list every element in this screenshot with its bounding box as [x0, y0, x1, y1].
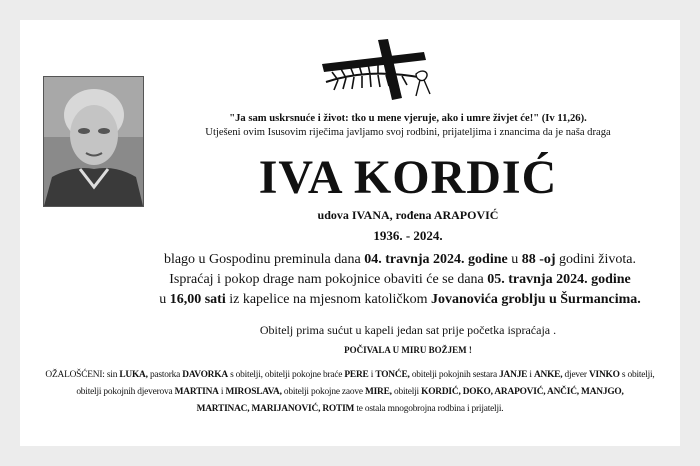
mourners-line-1: [30, 367, 670, 384]
mourners-text: i: [529, 370, 532, 380]
portrait-image: [44, 77, 143, 206]
mourners-text: i: [220, 387, 224, 397]
funeral-text-3: iz kapelice na mjesnom katoličkom: [229, 292, 428, 307]
mourner-name: MIROSLAVA,: [225, 387, 282, 397]
mourner-name: TONĆE,: [375, 370, 410, 380]
notice-body: [120, 250, 680, 310]
death-date: 04. travnja 2024. godine: [364, 252, 508, 267]
mourners-text: obitelji pokojnih sestara: [411, 370, 497, 380]
husband-name: IVANA,: [351, 208, 393, 222]
mourners-line-2: [30, 384, 670, 401]
mourners-text: obitelji pokojne zaove: [283, 387, 363, 397]
death-line: [120, 250, 680, 270]
mourners-text: i: [370, 370, 374, 380]
mourners-text: obitelji: [393, 387, 419, 397]
mourner-name: MARTINA: [174, 387, 219, 397]
quote-line-1: "Ja sam uskrsnuće i život: tko u mene vjeruje, ako i umre živjet će!" (Iv 11,26).: [229, 113, 587, 124]
mourners-text: pastorka: [149, 370, 181, 380]
mourner-name: ANKE,: [533, 370, 563, 380]
mourners-label: OŽALOŠĆENI:: [45, 370, 105, 380]
funeral-line-1: [120, 270, 680, 290]
funeral-place: Jovanovića groblju u Šurmancima.: [431, 292, 641, 307]
funeral-text-1: Ispraćaj i pokop drage nam pokojnice obaviti će se dana: [169, 272, 484, 287]
maiden-name: ARAPOVIĆ: [433, 208, 499, 222]
mourners-text: te ostala mnogobrojna rodbina i prijatelji.: [356, 404, 504, 414]
death-text-1: blago u Gospodinu preminula dana: [163, 252, 361, 267]
cross-with-palm-icon: [320, 38, 440, 104]
family-note: Obitelj prima sućut u kapeli jedan sat prije početka ispraćaja .: [259, 323, 557, 337]
bible-quote: [148, 112, 668, 140]
obituary-card: [20, 20, 680, 446]
funeral-time: 16,00 sati: [169, 292, 226, 307]
mourners-text: sin: [106, 370, 118, 380]
mourners-text: s obitelji, obitelji pokojne braće: [230, 370, 343, 380]
death-age: 88 -oj: [521, 252, 556, 267]
widow-line: [148, 208, 668, 223]
mourners-text: obitelji pokojnih djeverova: [76, 387, 173, 397]
funeral-line-2: [120, 290, 680, 310]
mourner-name: PERE: [344, 370, 369, 380]
portrait-photo: [43, 76, 144, 207]
quote-line-2: Utješeni ovim Isusovim riječima javljamo svoj rodbini, prijateljima i znancima da je naša draga: [205, 127, 611, 138]
mourner-name: MIRE,: [364, 387, 392, 397]
funeral-text-2: u: [159, 292, 167, 307]
rest-in-peace: POČIVALA U MIRU BOŽJEM !: [344, 345, 472, 355]
mourners-text: s obitelji,: [621, 370, 655, 380]
mourner-name: DAVORKA: [182, 370, 228, 380]
mourner-name: LUKA,: [119, 370, 148, 380]
death-text-2: u: [511, 252, 519, 267]
mourners-line-3: [30, 401, 670, 418]
deceased-name: IVA KORDIĆ: [258, 151, 558, 204]
widow-pre: udova: [317, 208, 349, 222]
born-label: rođena: [395, 208, 432, 222]
mourner-families: KORDIĆ, DOKO, ARAPOVIĆ, ANČIĆ, MANJGO,: [421, 387, 624, 397]
mourner-families: MARTINAC, MARIJANOVIĆ, ROTIM: [196, 404, 355, 414]
mourners-text: djever: [564, 370, 587, 380]
mourners-list: [30, 367, 670, 418]
mourner-name: VINKO: [588, 370, 620, 380]
life-years: 1936. - 2024.: [373, 228, 443, 243]
death-text-3: godini života.: [559, 252, 637, 267]
mourner-name: JANJE: [499, 370, 528, 380]
funeral-date: 05. travnja 2024. godine: [487, 272, 631, 287]
